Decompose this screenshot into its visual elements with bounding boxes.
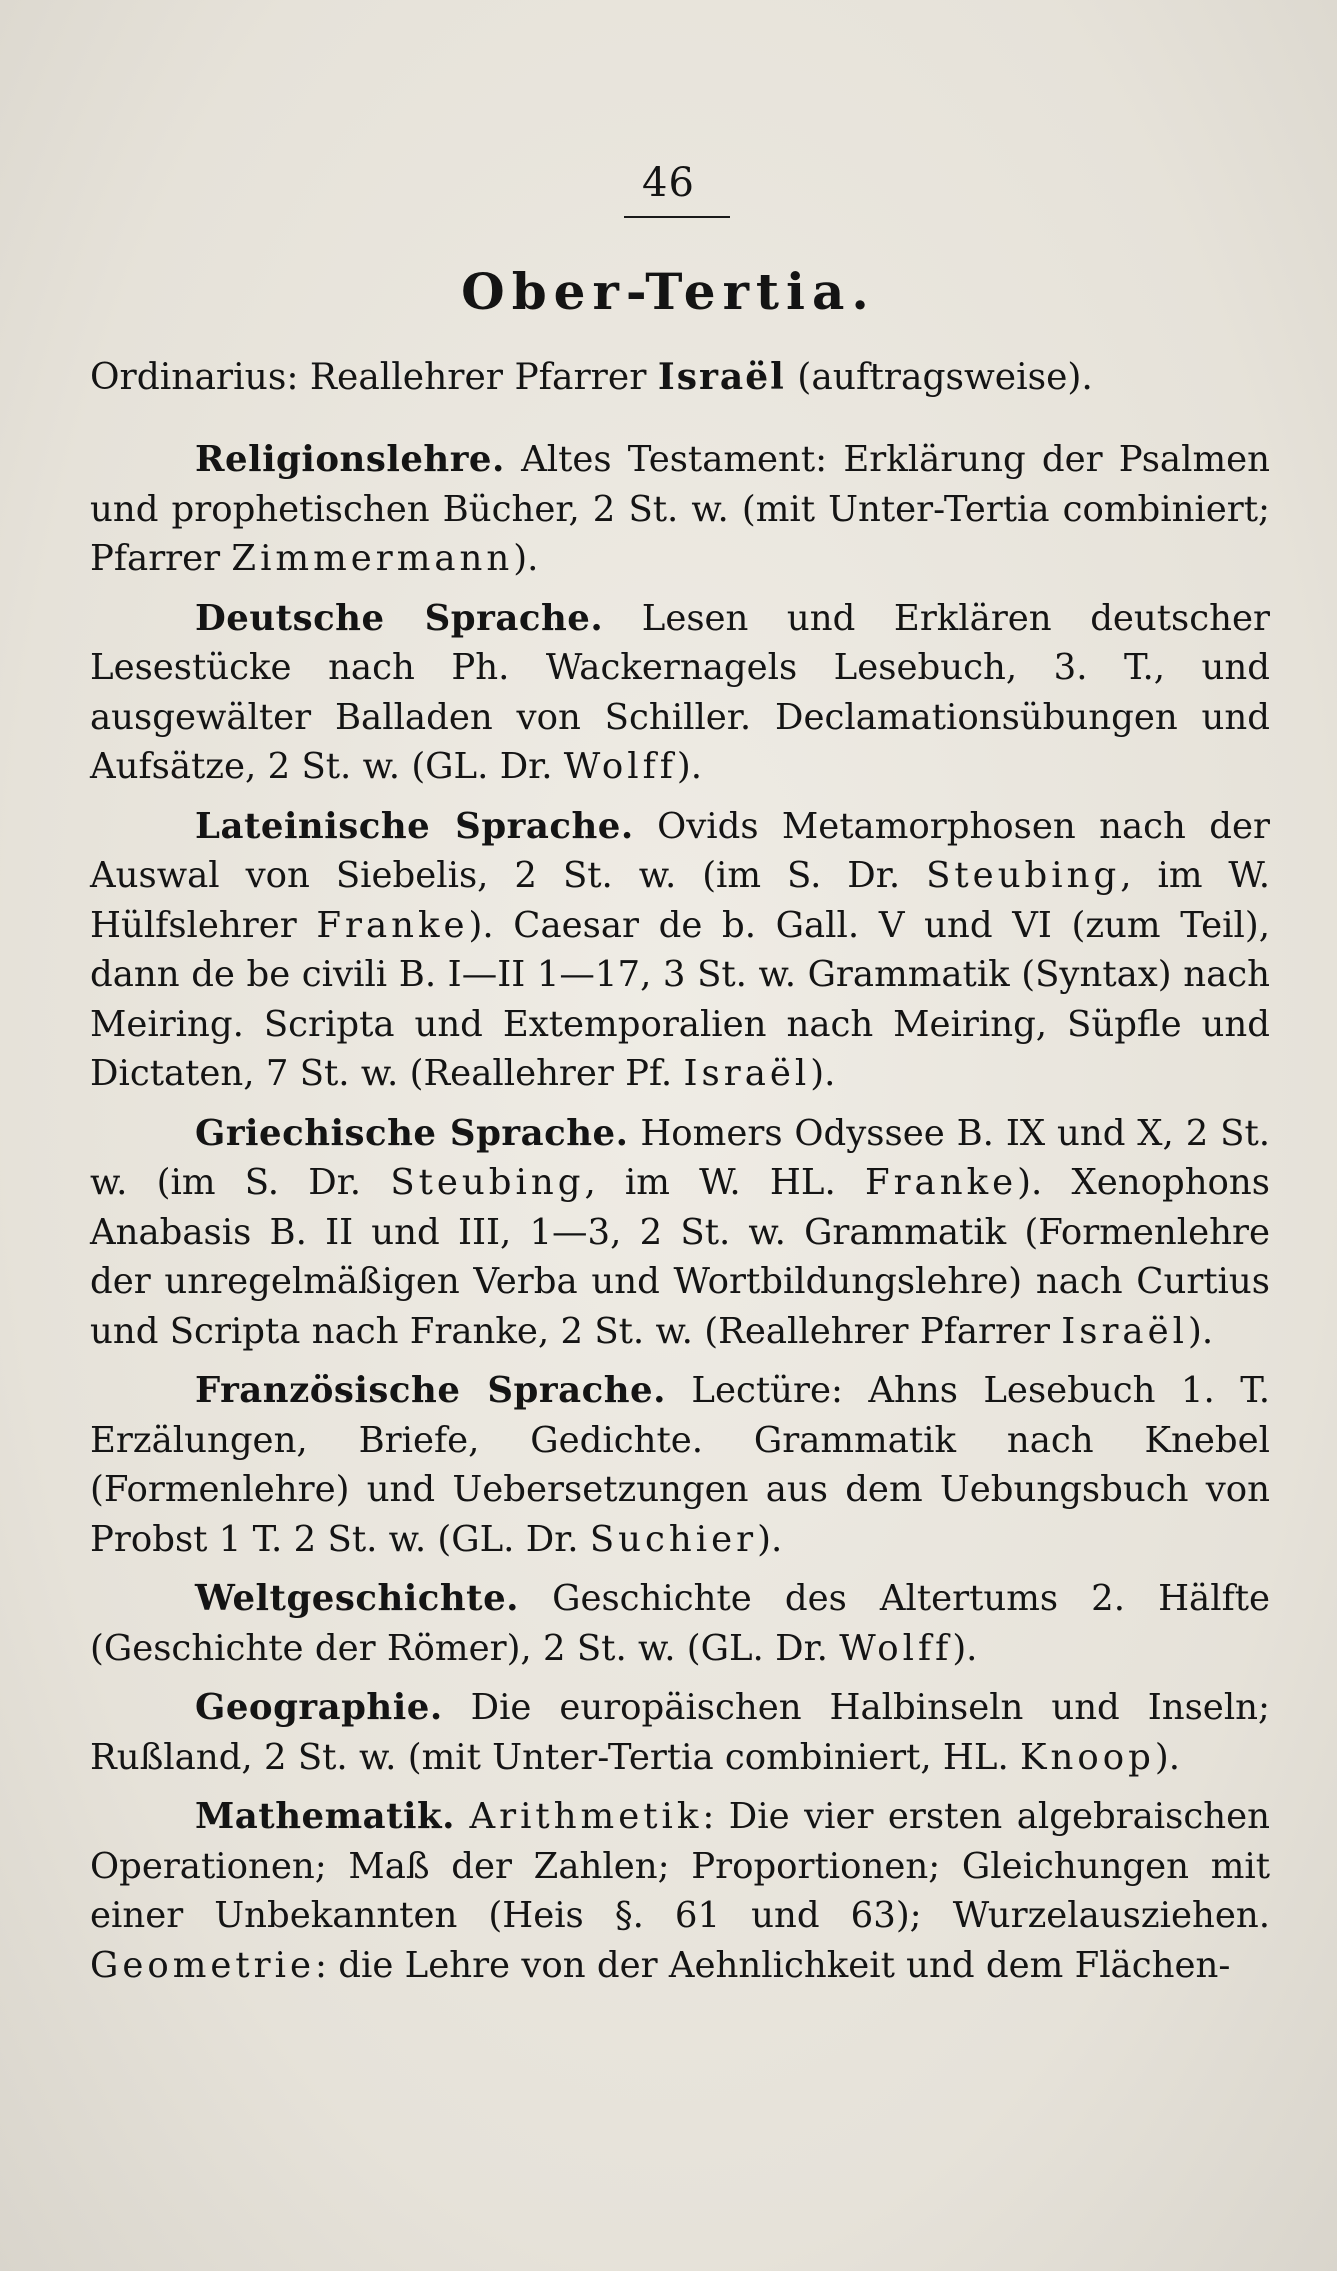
person-name: Geometrie <box>90 1944 316 1986</box>
subject-paragraph <box>90 1366 1270 1564</box>
subject-heading: Geographie. <box>195 1687 443 1728</box>
person-name: Knoop <box>1020 1736 1155 1778</box>
subject-paragraph <box>90 1574 1270 1673</box>
paragraph-text: ). <box>513 538 539 579</box>
subject-paragraph <box>90 1683 1270 1782</box>
paragraph-text: Ovids Metamorphosen nach der Auswal von Siebelis, 2 St. w. (im S. Dr. <box>90 805 1270 896</box>
subject-heading: Französische Sprache. <box>195 1370 666 1411</box>
person-name: Wolff <box>563 746 677 787</box>
subject-heading: Weltgeschichte. <box>195 1578 520 1619</box>
paragraph-text: : Die vier ersten algebraischen Operationen; Maß der Zahlen; Proportionen; Gleichungen mit einer Unbekannten (Heis §. 61 und 63); Wurzelausziehen. <box>90 1796 1270 1936</box>
paragraph-text: ). Xenophons Anabasis B. II und III, 1—3, 2 St. w. Grammatik (Formenlehre der unregelmäßigen Verba und Wortbildungslehre) nach Curtius und Scripta nach Franke, 2 St. w. (Reallehrer Pfarrer <box>90 1162 1271 1352</box>
ordinarius-name: Israël <box>657 356 786 398</box>
ordinarius-line <box>90 352 1270 403</box>
paragraph-text: Lesen und Erklären deutscher Lesestücke nach Ph. Wackernagels Lesebuch, 3. T., und ausgewälter Balladen von Schiller. Declamationsübungen und Aufsätze, 2 St. w. (GL. Dr. <box>90 597 1270 787</box>
subject-paragraph <box>90 435 1270 584</box>
person-name: Arithmetik <box>469 1796 703 1837</box>
paragraph-text: ). <box>1154 1736 1181 1778</box>
paragraph-text: , im W. Hülfslehrer <box>90 855 1270 946</box>
person-name: Franke <box>864 1162 1018 1203</box>
ordinarius-role: Reallehrer Pfarrer <box>309 357 647 398</box>
document-body <box>90 435 1270 2000</box>
section-title: Ober-Tertia. <box>461 262 876 321</box>
paragraph-text: : die Lehre von der Aehnlichkeit und dem Flächen- <box>315 1944 1231 1986</box>
paragraph-text: ). <box>810 1053 836 1094</box>
paragraph-text: Die europäischen Halbinseln und Inseln; Rußland, 2 St. w. (mit Unter-Tertia combiniert, HL. <box>90 1687 1270 1778</box>
subject-paragraph <box>90 1792 1270 1990</box>
subject-paragraph <box>90 802 1270 1099</box>
subject-paragraph <box>90 594 1270 792</box>
subject-heading: Religionslehre. <box>195 439 505 480</box>
paragraph-text: Altes Testament: Erklärung der Psalmen und prophetischen Bücher, 2 St. w. (mit Unter-Tertia combiniert; Pfarrer <box>90 439 1270 579</box>
paragraph-text: ). Caesar de b. Gall. V und VI (zum Teil), dann de be civili B. I—II 1—17, 3 St. w. Grammatik (Syntax) nach Meiring. Scripta und Extemporalien nach Meiring, Süpfle und Dictaten, 7 St. w. (Reallehrer Pf. <box>90 904 1270 1094</box>
subject-heading: Deutsche Sprache. <box>195 597 604 639</box>
paragraph-text <box>455 1796 469 1837</box>
person-name: Suchier <box>589 1518 758 1560</box>
person-name: Israël <box>1061 1310 1188 1352</box>
subject-heading: Mathematik. <box>195 1796 455 1837</box>
page-number-rule <box>624 216 730 218</box>
person-name: Zimmermann <box>231 538 514 579</box>
paragraph-text: ). <box>757 1518 783 1560</box>
subject-heading: Lateinische Sprache. <box>195 805 634 847</box>
paragraph-text: , im W. HL. <box>584 1162 865 1203</box>
subject-paragraph <box>90 1109 1270 1357</box>
paragraph-text: ). <box>1187 1310 1214 1352</box>
person-name: Wolff <box>839 1627 953 1669</box>
paragraph-text: ). <box>676 746 703 787</box>
person-name: Israël <box>683 1053 811 1094</box>
ordinarius-note: (auftragsweise). <box>797 357 1093 398</box>
paragraph-text: Lectüre: Ahns Lesebuch 1. T. Erzälungen, Briefe, Gedichte. Grammatik nach Knebel (Formenlehre) und Uebersetzungen aus dem Uebungsbuch von Probst 1 T. 2 St. w. (GL. Dr. <box>90 1370 1270 1560</box>
paragraph-text: ). <box>952 1627 978 1669</box>
person-name: Steubing <box>926 855 1121 896</box>
person-name: Steubing <box>390 1162 585 1203</box>
ordinarius-label: Ordinarius: <box>90 357 299 398</box>
person-name: Franke <box>316 904 469 946</box>
subject-heading: Griechische Sprache. <box>195 1112 629 1154</box>
paragraph-text: Homers Odyssee B. IX und X, 2 St. w. (im S. Dr. <box>90 1112 1271 1203</box>
page-number: 46 <box>642 160 695 206</box>
paragraph-text: Geschichte des Altertums 2. Hälfte (Geschichte der Römer), 2 St. w. (GL. Dr. <box>90 1578 1270 1669</box>
